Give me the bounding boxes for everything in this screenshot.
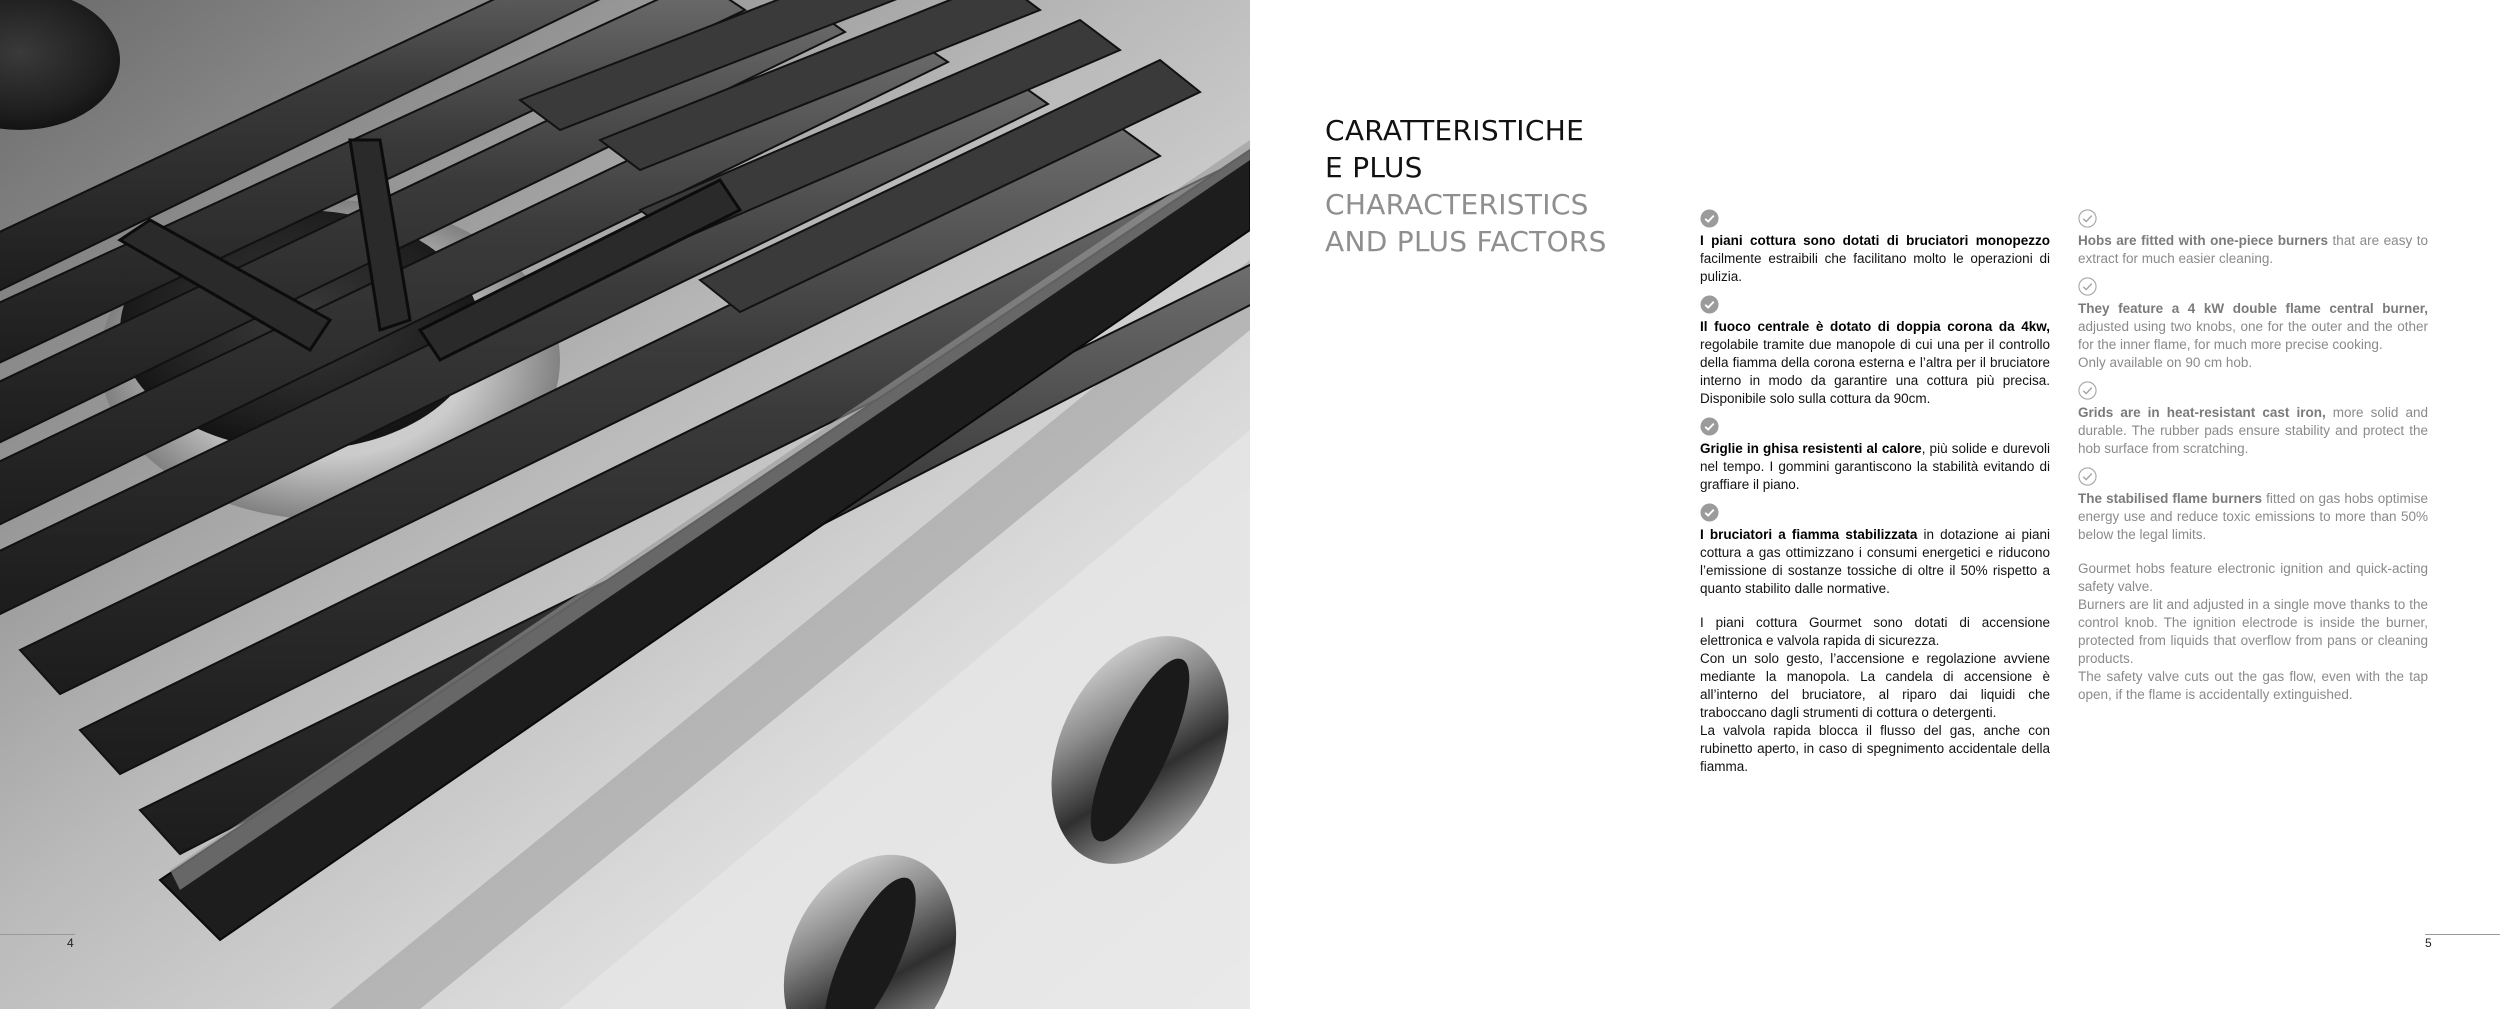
english-column (2078, 209, 2428, 704)
feature-bold: Hobs are fitted with one-piece burners (2078, 233, 2329, 248)
feature-bold: Griglie in ghisa resistenti al calore (1700, 441, 1922, 456)
feature-item (2078, 209, 2428, 268)
feature-text: fitted on gas hobs optimise energy use and reduce toxic emissions to more than 50% below the legal limits. (2078, 491, 2428, 542)
feature-bold: Grids are in heat-resistant cast iron, (2078, 405, 2326, 420)
title-italian-line-1: CARATTERISTICHE (1325, 114, 1585, 147)
feature-bold: I piani cottura sono dotati di bruciatori monopezzo (1700, 233, 2050, 248)
feature-item (1700, 417, 2050, 494)
check-circle-icon (1700, 209, 1719, 228)
feature-bold: Il fuoco centrale è dotato di doppia corona da 4kw, (1700, 319, 2050, 334)
check-circle-icon (2078, 381, 2097, 400)
paragraph-line: La valvola rapida blocca il flusso del gas, anche con rubinetto aperto, in caso di spegnimento accidentale della fiamma. (1700, 723, 2050, 774)
paragraph-line: I piani cottura Gourmet sono dotati di accensione elettronica e valvola rapida di sicurezza. (1700, 615, 2050, 648)
feature-bold: They feature a 4 kW double flame central burner, (2078, 301, 2428, 316)
feature-item (1700, 503, 2050, 598)
feature-text: in dotazione ai piani cottura a gas ottimizzano i consumi energetici e riducono l’emissione di sostanze tossiche di oltre il 50% rispetto a quanto stabilito dalle normative. (1700, 527, 2050, 596)
italian-paragraph (1700, 614, 2050, 776)
check-circle-icon (1700, 295, 1719, 314)
check-circle-icon (2078, 209, 2097, 228)
page-title (1325, 112, 1607, 260)
check-circle-icon (2078, 277, 2097, 296)
feature-item (1700, 295, 2050, 408)
page-number-right: 5 (2425, 936, 2432, 950)
feature-text: more solid and durable. The rubber pads ensure stability and protect the hob surface from scratching. (2078, 405, 2428, 456)
english-paragraph (2078, 560, 2428, 704)
title-english-line-1: CHARACTERISTICS (1325, 188, 1589, 221)
feature-text: that are easy to extract for much easier cleaning. (2078, 233, 2428, 266)
check-circle-icon (2078, 467, 2097, 486)
feature-note: Only available on 90 cm hob. (2078, 355, 2253, 370)
feature-item (2078, 381, 2428, 458)
feature-text: adjusted using two knobs, one for the outer and the other for the inner flame, for much more precise cooking. (2078, 319, 2428, 352)
title-english-line-2: AND PLUS FACTORS (1325, 225, 1607, 258)
title-italian-line-2: E PLUS (1325, 151, 1423, 184)
feature-text: regolabile tramite due manopole di cui una per il controllo della fiamma della corona esterna e l’altra per il bruciatore interno in modo da garantire una cottura più precisa. Disponibile solo sulla cottura da 90cm. (1700, 337, 2050, 406)
paragraph-line: Burners are lit and adjusted in a single move thanks to the control knob. The ignition electrode is inside the burner, protected from liquids that overflow from pans or cleaning products. (2078, 597, 2428, 666)
page-rule-left (0, 934, 75, 935)
feature-item (2078, 277, 2428, 372)
feature-item (1700, 209, 2050, 286)
page-rule-right (2425, 934, 2500, 935)
paragraph-line: The safety valve cuts out the gas flow, even with the tap open, if the flame is accidentally extinguished. (2078, 669, 2428, 702)
feature-text: facilmente estraibili che facilitano molto le operazioni di pulizia. (1700, 251, 2050, 284)
feature-item (2078, 467, 2428, 544)
paragraph-line: Con un solo gesto, l’accensione e regolazione avviene mediante la manopola. La candela di accensione è all’interno del bruciatore, al riparo dai liquidi che traboccano dagli strumenti di cottura o detergenti. (1700, 651, 2050, 720)
check-circle-icon (1700, 417, 1719, 436)
page-number-left: 4 (67, 936, 74, 950)
check-circle-icon (1700, 503, 1719, 522)
italian-column (1700, 209, 2050, 776)
feature-bold: The stabilised flame burners (2078, 491, 2263, 506)
feature-text: , più solide e durevoli nel tempo. I gommini garantiscono la stabilità evitando di graffiare il piano. (1700, 441, 2050, 492)
feature-bold: I bruciatori a fiamma stabilizzata (1700, 527, 1918, 542)
paragraph-line: Gourmet hobs feature electronic ignition and quick-acting safety valve. (2078, 561, 2428, 594)
